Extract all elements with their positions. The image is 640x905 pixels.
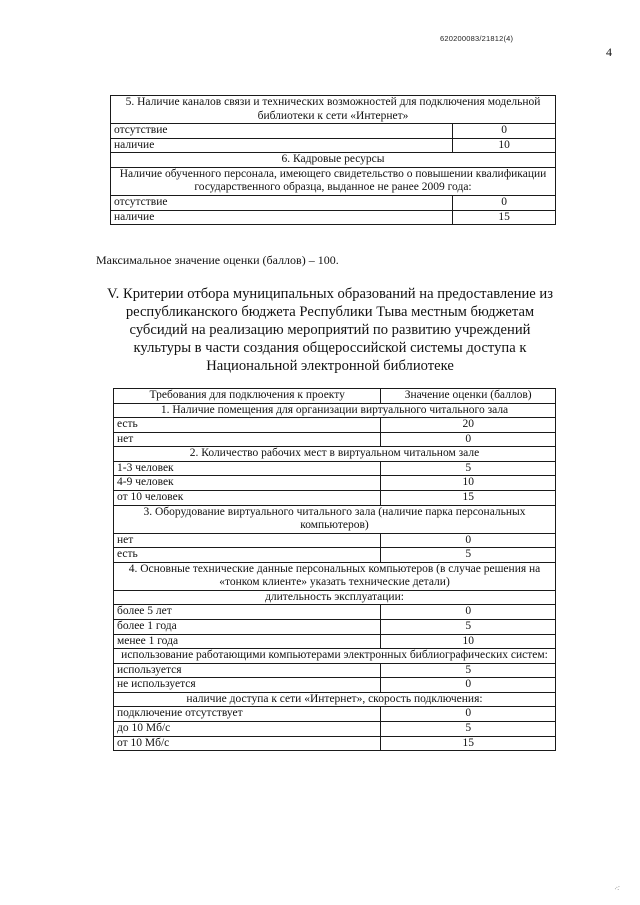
row-score: 15 bbox=[381, 490, 556, 505]
row-label: отсутствие bbox=[111, 195, 453, 210]
row-label: используется bbox=[114, 663, 381, 678]
table-subheading: длительность эксплуатации: bbox=[114, 590, 556, 605]
table-row bbox=[111, 124, 556, 139]
table-section-heading: 5. Наличие каналов связи и технических возможностей для подключения модельной библиотеки к сети «Интернет» bbox=[111, 96, 556, 124]
table-row bbox=[111, 138, 556, 153]
row-label: менее 1 года bbox=[114, 634, 381, 649]
row-score: 10 bbox=[381, 634, 556, 649]
table-row bbox=[114, 692, 556, 707]
row-score: 0 bbox=[453, 124, 556, 139]
section-title: V. Критерии отбора муниципальных образований на предоставление из республиканского бюджета Республики Тыва местным бюджетам субсидий на реализацию мероприятий по развитию учреждений культуры в части создания общероссийской системы доступа к Национальной электронной библиотеке bbox=[107, 286, 553, 374]
table-row bbox=[111, 210, 556, 225]
row-label: 1-3 человек bbox=[114, 461, 381, 476]
table-row bbox=[114, 562, 556, 590]
table-header-row bbox=[114, 389, 556, 404]
table-row bbox=[114, 403, 556, 418]
row-score: 10 bbox=[381, 476, 556, 491]
criteria-table-top bbox=[110, 95, 556, 225]
row-score: 5 bbox=[381, 663, 556, 678]
document-code: 620200083/21812(4) bbox=[440, 34, 514, 43]
row-score: 0 bbox=[381, 605, 556, 620]
row-score: 0 bbox=[381, 533, 556, 548]
table-row bbox=[111, 153, 556, 168]
row-score: 10 bbox=[453, 138, 556, 153]
row-score: 5 bbox=[381, 721, 556, 736]
row-label: более 1 года bbox=[114, 620, 381, 635]
table-row bbox=[114, 418, 556, 433]
row-score: 0 bbox=[381, 678, 556, 693]
row-label: от 10 человек bbox=[114, 490, 381, 505]
row-score: 20 bbox=[381, 418, 556, 433]
table-row bbox=[114, 590, 556, 605]
scan-corner-mark: ·:· bbox=[612, 882, 623, 894]
table-row bbox=[114, 634, 556, 649]
row-label: есть bbox=[114, 548, 381, 563]
table-row bbox=[114, 490, 556, 505]
column-header-requirements: Требования для подключения к проекту bbox=[114, 389, 381, 404]
table-row bbox=[114, 678, 556, 693]
row-score: 15 bbox=[381, 736, 556, 751]
table-row bbox=[114, 649, 556, 664]
row-label: 4-9 человек bbox=[114, 476, 381, 491]
table-row bbox=[114, 663, 556, 678]
criteria-table-bottom bbox=[113, 388, 556, 751]
table-row bbox=[114, 476, 556, 491]
row-score: 5 bbox=[381, 620, 556, 635]
row-label: подключение отсутствует bbox=[114, 707, 381, 722]
table-row bbox=[114, 461, 556, 476]
column-header-score: Значение оценки (баллов) bbox=[381, 389, 556, 404]
table-row bbox=[114, 447, 556, 462]
table-row bbox=[114, 605, 556, 620]
table-row bbox=[114, 620, 556, 635]
table-section-heading: Наличие обученного персонала, имеющего свидетельство о повышении квалификации государственного образца, выданное не ранее 2009 года: bbox=[111, 167, 556, 195]
row-label: не используется bbox=[114, 678, 381, 693]
row-score: 0 bbox=[381, 432, 556, 447]
row-label: более 5 лет bbox=[114, 605, 381, 620]
table-row bbox=[114, 721, 556, 736]
table-row bbox=[114, 548, 556, 563]
table-subheading: использование работающими компьютерами электронных библиографических систем: bbox=[114, 649, 556, 664]
table-section-heading: 2. Количество рабочих мест в виртуальном читальном зале bbox=[114, 447, 556, 462]
page-number: 4 bbox=[606, 45, 612, 59]
row-label: нет bbox=[114, 432, 381, 447]
table-row bbox=[111, 195, 556, 210]
table-section-heading: 3. Оборудование виртуального читального зала (наличие парка персональных компьютеров) bbox=[114, 505, 556, 533]
table-row bbox=[114, 707, 556, 722]
row-label: отсутствие bbox=[111, 124, 453, 139]
row-score: 15 bbox=[453, 210, 556, 225]
table-row bbox=[111, 167, 556, 195]
table-row bbox=[114, 533, 556, 548]
table-row bbox=[114, 432, 556, 447]
max-score-note: Максимальное значение оценки (баллов) – 100. bbox=[96, 253, 339, 267]
table-row bbox=[114, 505, 556, 533]
row-score: 0 bbox=[453, 195, 556, 210]
row-label: есть bbox=[114, 418, 381, 433]
row-label: наличие bbox=[111, 210, 453, 225]
table-section-heading: 1. Наличие помещения для организации виртуального читального зала bbox=[114, 403, 556, 418]
row-label: от 10 Мб/с bbox=[114, 736, 381, 751]
table-row bbox=[111, 96, 556, 124]
row-score: 5 bbox=[381, 548, 556, 563]
row-label: нет bbox=[114, 533, 381, 548]
row-label: до 10 Мб/с bbox=[114, 721, 381, 736]
row-score: 0 bbox=[381, 707, 556, 722]
row-score: 5 bbox=[381, 461, 556, 476]
table-subheading: наличие доступа к сети «Интернет», скорость подключения: bbox=[114, 692, 556, 707]
table-section-heading: 6. Кадровые ресурсы bbox=[111, 153, 556, 168]
table-section-heading: 4. Основные технические данные персональных компьютеров (в случае решения на «тонком клиенте» указать технические детали) bbox=[114, 562, 556, 590]
table-row bbox=[114, 736, 556, 751]
row-label: наличие bbox=[111, 138, 453, 153]
